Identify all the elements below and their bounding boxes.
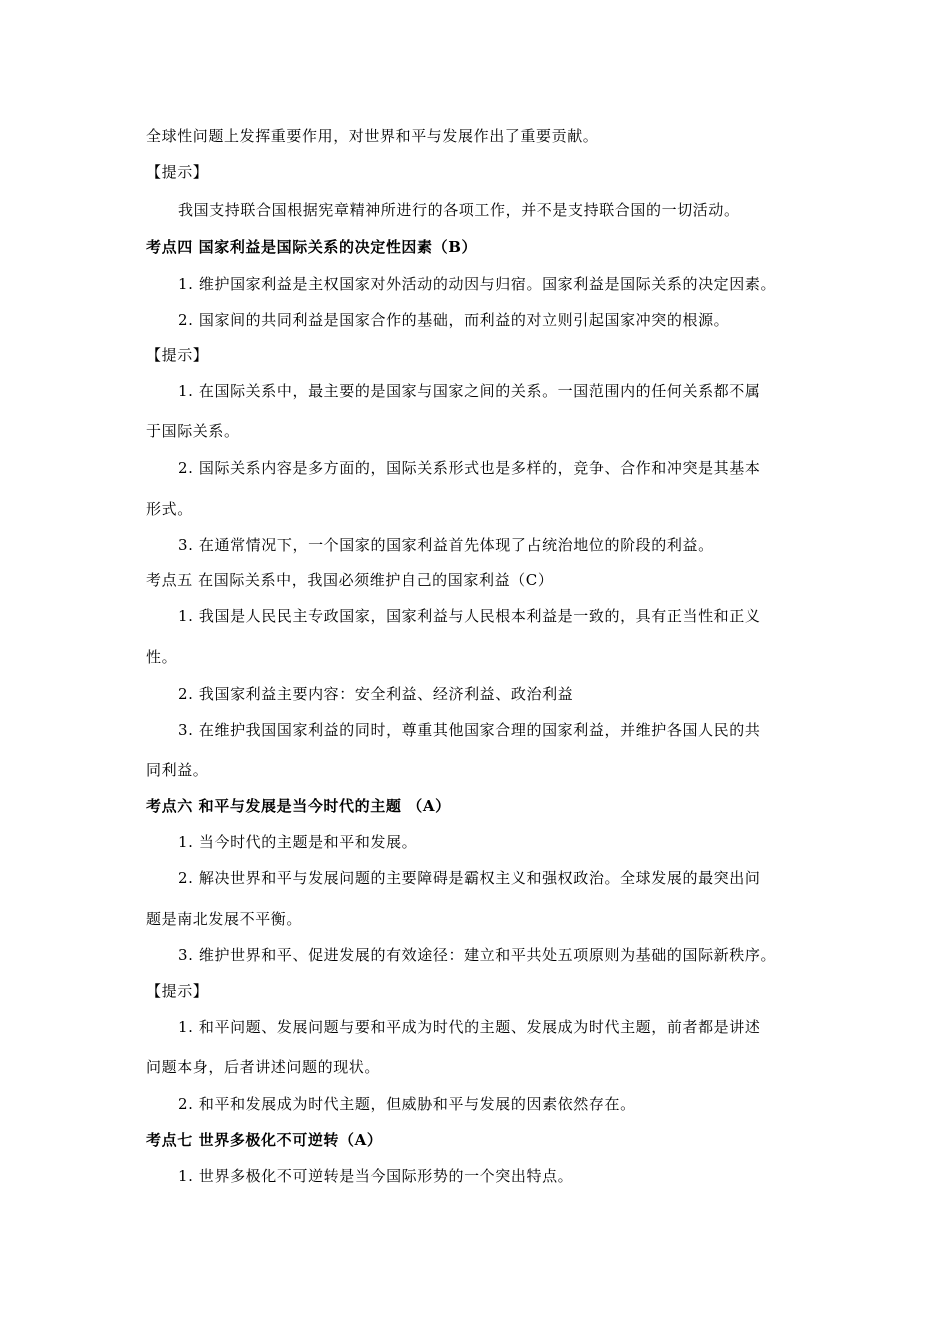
paragraph-continuation: 全球性问题上发挥重要作用，对世界和平与发展作出了重要贡献。 bbox=[146, 127, 599, 145]
section-heading-5: 考点五 在国际关系中，我国必须维护自己的国家利益（C） bbox=[146, 571, 554, 589]
list-item: 2. 和平和发展成为时代主题，但威胁和平与发展的因素依然存在。 bbox=[178, 1095, 636, 1113]
list-item: 1. 世界多极化不可逆转是当今国际形势的一个突出特点。 bbox=[178, 1167, 574, 1185]
list-item-continuation: 于国际关系。 bbox=[146, 422, 240, 440]
hint-label: 【提示】 bbox=[146, 346, 209, 364]
hint-label: 【提示】 bbox=[146, 163, 209, 181]
list-item-continuation: 问题本身，后者讲述问题的现状。 bbox=[146, 1058, 381, 1076]
list-item: 2. 我国家利益主要内容：安全利益、经济利益、政治利益 bbox=[178, 685, 574, 703]
list-item: 1. 维护国家利益是主权国家对外活动的动因与归宿。国家利益是国际关系的决定因素。 bbox=[178, 275, 777, 293]
list-item: 3. 在维护我国国家利益的同时，尊重其他国家合理的国家利益，并维护各国人民的共 bbox=[178, 721, 761, 739]
section-heading-7: 考点七 世界多极化不可逆转（A） bbox=[146, 1131, 383, 1149]
list-item: 2. 解决世界和平与发展问题的主要障碍是霸权主义和强权政治。全球发展的最突出问 bbox=[178, 869, 761, 887]
list-item: 3. 在通常情况下，一个国家的国家利益首先体现了占统治地位的阶段的利益。 bbox=[178, 536, 714, 554]
section-heading-6: 考点六 和平与发展是当今时代的主题 （A） bbox=[146, 797, 451, 815]
hint-label: 【提示】 bbox=[146, 982, 209, 1000]
list-item-continuation: 形式。 bbox=[146, 500, 193, 518]
list-item: 2. 国际关系内容是多方面的，国际关系形式也是多样的，竞争、合作和冲突是其基本 bbox=[178, 459, 761, 477]
list-item: 3. 维护世界和平、促进发展的有效途径：建立和平共处五项原则为基础的国际新秩序。 bbox=[178, 946, 777, 964]
list-item-continuation: 同利益。 bbox=[146, 761, 209, 779]
list-item: 1. 当今时代的主题是和平和发展。 bbox=[178, 833, 418, 851]
list-item: 1. 我国是人民民主专政国家，国家利益与人民根本利益是一致的，具有正当性和正义 bbox=[178, 607, 761, 625]
list-item: 1. 和平问题、发展问题与要和平成为时代的主题、发展成为时代主题，前者都是讲述 bbox=[178, 1018, 761, 1036]
list-item: 2. 国家间的共同利益是国家合作的基础，而利益的对立则引起国家冲突的根源。 bbox=[178, 311, 730, 329]
list-item-continuation: 性。 bbox=[146, 648, 178, 666]
list-item: 1. 在国际关系中，最主要的是国家与国家之间的关系。一国范围内的任何关系都不属 bbox=[178, 382, 761, 400]
list-item-continuation: 题是南北发展不平衡。 bbox=[146, 910, 303, 928]
hint-text: 我国支持联合国根据宪章精神所进行的各项工作，并不是支持联合国的一切活动。 bbox=[178, 201, 740, 219]
section-heading-4: 考点四 国家利益是国际关系的决定性因素（B） bbox=[146, 238, 478, 256]
